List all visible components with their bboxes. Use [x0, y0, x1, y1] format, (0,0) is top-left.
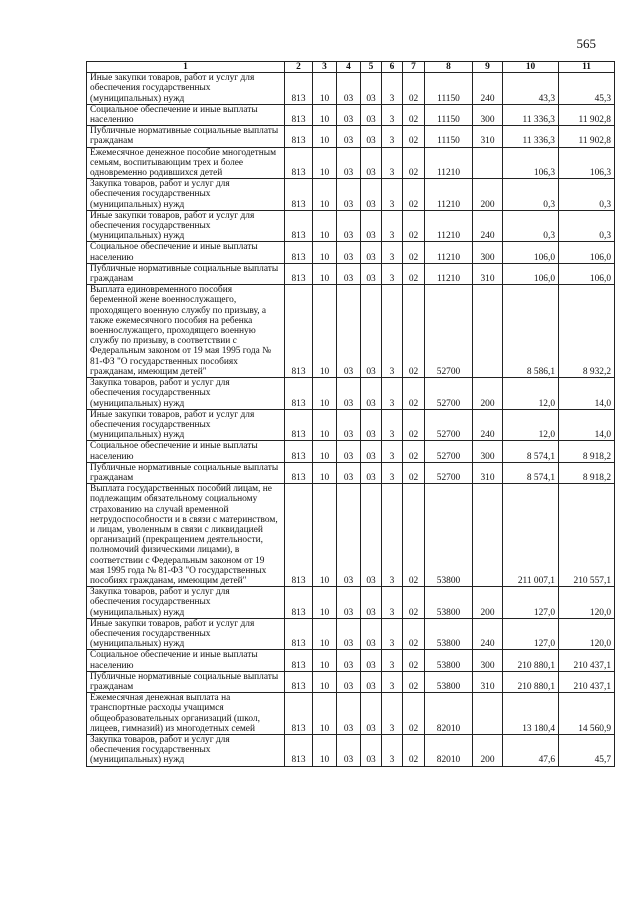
cell-col-11: 210 437,1 [559, 650, 615, 671]
cell-col-3: 10 [313, 693, 337, 735]
cell-col-3: 10 [313, 126, 337, 147]
cell-col-7: 02 [403, 409, 425, 441]
cell-col-7: 02 [403, 263, 425, 284]
cell-col-7: 02 [403, 147, 425, 179]
cell-col-8: 53800 [425, 618, 473, 650]
cell-col-9: 300 [473, 441, 503, 462]
cell-col-4: 03 [337, 693, 361, 735]
cell-col-9: 310 [473, 263, 503, 284]
header-row [87, 62, 615, 73]
cell-col-10: 11 336,3 [503, 104, 559, 125]
cell-col-3: 10 [313, 735, 337, 767]
cell-col-4: 03 [337, 587, 361, 619]
cell-col-9: 200 [473, 587, 503, 619]
cell-col-11: 8 918,2 [559, 441, 615, 462]
cell-col-11: 11 902,8 [559, 126, 615, 147]
cell-col-6: 3 [382, 618, 403, 650]
cell-col-10: 8 574,1 [503, 462, 559, 483]
cell-col-6: 3 [382, 441, 403, 462]
cell-col-5: 03 [361, 73, 382, 105]
cell-col-11: 106,0 [559, 263, 615, 284]
cell-col-4: 03 [337, 263, 361, 284]
cell-col-4: 03 [337, 484, 361, 587]
col-header-6: 6 [382, 62, 403, 73]
cell-col-5: 03 [361, 484, 382, 587]
cell-row-name: Закупка товаров, работ и услуг для обеспечения государственных (муниципальных) нужд [87, 378, 285, 410]
col-header-11: 11 [559, 62, 615, 73]
cell-col-5: 03 [361, 285, 382, 378]
cell-col-8: 82010 [425, 735, 473, 767]
cell-col-11: 45,3 [559, 73, 615, 105]
cell-col-9: 310 [473, 126, 503, 147]
cell-col-10: 106,0 [503, 263, 559, 284]
cell-col-7: 02 [403, 484, 425, 587]
col-header-5: 5 [361, 62, 382, 73]
cell-col-4: 03 [337, 285, 361, 378]
cell-col-4: 03 [337, 671, 361, 692]
table-row [87, 735, 615, 767]
cell-col-3: 10 [313, 618, 337, 650]
table-row [87, 179, 615, 211]
cell-col-8: 52700 [425, 378, 473, 410]
cell-col-10: 106,0 [503, 242, 559, 263]
cell-col-5: 03 [361, 462, 382, 483]
cell-col-5: 03 [361, 409, 382, 441]
cell-col-8: 11150 [425, 104, 473, 125]
cell-col-9: 310 [473, 671, 503, 692]
cell-col-7: 02 [403, 693, 425, 735]
cell-col-4: 03 [337, 179, 361, 211]
cell-col-5: 03 [361, 210, 382, 242]
cell-col-10: 106,3 [503, 147, 559, 179]
cell-col-3: 10 [313, 179, 337, 211]
col-header-9: 9 [473, 62, 503, 73]
cell-col-8: 53800 [425, 650, 473, 671]
cell-col-7: 02 [403, 618, 425, 650]
cell-row-name: Иные закупки товаров, работ и услуг для обеспечения государственных (муниципальных) нужд [87, 618, 285, 650]
cell-row-name: Социальное обеспечение и иные выплаты населению [87, 242, 285, 263]
table-row [87, 693, 615, 735]
cell-col-9: 200 [473, 378, 503, 410]
table-row [87, 409, 615, 441]
cell-col-2: 813 [285, 587, 313, 619]
cell-row-name: Иные закупки товаров, работ и услуг для обеспечения государственных (муниципальных) нужд [87, 73, 285, 105]
cell-col-11: 11 902,8 [559, 104, 615, 125]
cell-col-9: 200 [473, 735, 503, 767]
cell-row-name: Публичные нормативные социальные выплаты гражданам [87, 263, 285, 284]
cell-col-8: 11210 [425, 242, 473, 263]
cell-col-3: 10 [313, 462, 337, 483]
cell-col-10: 8 574,1 [503, 441, 559, 462]
cell-col-10: 47,6 [503, 735, 559, 767]
cell-col-10: 210 880,1 [503, 671, 559, 692]
cell-col-11: 106,3 [559, 147, 615, 179]
cell-col-8: 53800 [425, 671, 473, 692]
cell-col-2: 813 [285, 73, 313, 105]
cell-col-9: 300 [473, 650, 503, 671]
cell-col-7: 02 [403, 242, 425, 263]
cell-col-8: 52700 [425, 285, 473, 378]
cell-col-10: 11 336,3 [503, 126, 559, 147]
cell-row-name: Закупка товаров, работ и услуг для обеспечения государственных (муниципальных) нужд [87, 735, 285, 767]
cell-col-6: 3 [382, 378, 403, 410]
cell-col-9 [473, 285, 503, 378]
cell-col-7: 02 [403, 73, 425, 105]
cell-row-name: Выплата государственных пособий лицам, не подлежащим обязательному социальному страхованию на случай временной нетрудоспособности и в связи с материнством, и лицам, уволенным в связи с ликвидацией организаций (прекращением деятельности, полномочий физическими лицами), в соответствии с Федеральным законом от 19 мая 1995 года № 81-ФЗ "О государственных пособиях гражданам, имеющим детей" [87, 484, 285, 587]
col-header-3: 3 [313, 62, 337, 73]
cell-col-9: 240 [473, 210, 503, 242]
cell-col-3: 10 [313, 378, 337, 410]
cell-col-10: 127,0 [503, 618, 559, 650]
table-row [87, 285, 615, 378]
cell-col-2: 813 [285, 126, 313, 147]
cell-col-2: 813 [285, 210, 313, 242]
cell-col-11: 8 932,2 [559, 285, 615, 378]
cell-col-7: 02 [403, 210, 425, 242]
cell-col-4: 03 [337, 104, 361, 125]
cell-row-name: Закупка товаров, работ и услуг для обеспечения государственных (муниципальных) нужд [87, 179, 285, 211]
cell-col-11: 210 437,1 [559, 671, 615, 692]
table-row [87, 462, 615, 483]
cell-col-4: 03 [337, 441, 361, 462]
cell-col-10: 0,3 [503, 210, 559, 242]
cell-col-3: 10 [313, 104, 337, 125]
cell-col-7: 02 [403, 735, 425, 767]
cell-col-4: 03 [337, 378, 361, 410]
cell-col-10: 43,3 [503, 73, 559, 105]
cell-col-9: 200 [473, 179, 503, 211]
table-row [87, 242, 615, 263]
cell-col-3: 10 [313, 650, 337, 671]
table-row [87, 210, 615, 242]
cell-col-3: 10 [313, 242, 337, 263]
cell-col-2: 813 [285, 618, 313, 650]
cell-col-7: 02 [403, 441, 425, 462]
cell-col-4: 03 [337, 126, 361, 147]
cell-col-2: 813 [285, 409, 313, 441]
col-header-1: 1 [87, 62, 285, 73]
cell-row-name: Социальное обеспечение и иные выплаты населению [87, 441, 285, 462]
cell-col-7: 02 [403, 179, 425, 211]
cell-col-11: 0,3 [559, 179, 615, 211]
cell-col-10: 12,0 [503, 378, 559, 410]
cell-col-9: 300 [473, 242, 503, 263]
cell-col-11: 14 560,9 [559, 693, 615, 735]
cell-row-name: Ежемесячная денежная выплата на транспортные расходы учащимся общеобразовательных организаций (школ, лицеев, гимназий) из многодетных семей [87, 693, 285, 735]
cell-col-11: 106,0 [559, 242, 615, 263]
cell-col-10: 210 880,1 [503, 650, 559, 671]
cell-col-6: 3 [382, 735, 403, 767]
cell-col-4: 03 [337, 462, 361, 483]
cell-col-7: 02 [403, 104, 425, 125]
cell-col-9 [473, 484, 503, 587]
cell-col-9 [473, 693, 503, 735]
cell-col-2: 813 [285, 242, 313, 263]
cell-col-6: 3 [382, 147, 403, 179]
cell-col-4: 03 [337, 650, 361, 671]
table-row [87, 73, 615, 105]
cell-col-6: 3 [382, 693, 403, 735]
cell-col-2: 813 [285, 693, 313, 735]
cell-col-10: 127,0 [503, 587, 559, 619]
cell-col-9 [473, 147, 503, 179]
table-row [87, 147, 615, 179]
cell-col-7: 02 [403, 671, 425, 692]
cell-col-10: 211 007,1 [503, 484, 559, 587]
cell-col-6: 3 [382, 409, 403, 441]
cell-col-2: 813 [285, 378, 313, 410]
cell-col-4: 03 [337, 147, 361, 179]
cell-col-11: 120,0 [559, 587, 615, 619]
cell-col-3: 10 [313, 484, 337, 587]
col-header-7: 7 [403, 62, 425, 73]
cell-col-9: 240 [473, 618, 503, 650]
cell-col-5: 03 [361, 618, 382, 650]
table-row [87, 618, 615, 650]
cell-row-name: Социальное обеспечение и иные выплаты населению [87, 104, 285, 125]
cell-col-2: 813 [285, 441, 313, 462]
cell-col-5: 03 [361, 735, 382, 767]
cell-col-6: 3 [382, 104, 403, 125]
table-row [87, 378, 615, 410]
cell-col-9: 240 [473, 409, 503, 441]
cell-col-8: 52700 [425, 441, 473, 462]
cell-col-11: 0,3 [559, 210, 615, 242]
cell-col-5: 03 [361, 671, 382, 692]
cell-col-4: 03 [337, 210, 361, 242]
cell-row-name: Социальное обеспечение и иные выплаты населению [87, 650, 285, 671]
cell-col-8: 11210 [425, 179, 473, 211]
cell-col-9: 310 [473, 462, 503, 483]
cell-col-3: 10 [313, 587, 337, 619]
cell-col-5: 03 [361, 126, 382, 147]
cell-col-8: 11150 [425, 126, 473, 147]
cell-col-4: 03 [337, 735, 361, 767]
cell-col-5: 03 [361, 587, 382, 619]
col-header-2: 2 [285, 62, 313, 73]
cell-col-5: 03 [361, 650, 382, 671]
cell-col-6: 3 [382, 671, 403, 692]
cell-col-2: 813 [285, 147, 313, 179]
cell-col-9: 240 [473, 73, 503, 105]
cell-col-3: 10 [313, 147, 337, 179]
cell-col-8: 11210 [425, 147, 473, 179]
cell-col-7: 02 [403, 462, 425, 483]
cell-col-8: 82010 [425, 693, 473, 735]
cell-col-8: 53800 [425, 484, 473, 587]
cell-col-6: 3 [382, 210, 403, 242]
page-number: 565 [576, 36, 596, 51]
cell-col-2: 813 [285, 285, 313, 378]
cell-col-5: 03 [361, 104, 382, 125]
table-row [87, 263, 615, 284]
cell-col-3: 10 [313, 210, 337, 242]
cell-col-2: 813 [285, 104, 313, 125]
cell-col-8: 52700 [425, 409, 473, 441]
cell-col-6: 3 [382, 263, 403, 284]
cell-col-2: 813 [285, 179, 313, 211]
cell-col-3: 10 [313, 285, 337, 378]
cell-col-4: 03 [337, 73, 361, 105]
cell-col-10: 13 180,4 [503, 693, 559, 735]
cell-col-6: 3 [382, 73, 403, 105]
cell-col-8: 11210 [425, 210, 473, 242]
cell-col-2: 813 [285, 650, 313, 671]
cell-row-name: Публичные нормативные социальные выплаты гражданам [87, 126, 285, 147]
cell-col-6: 3 [382, 462, 403, 483]
budget-table [86, 61, 615, 767]
cell-col-8: 52700 [425, 462, 473, 483]
cell-col-8: 11150 [425, 73, 473, 105]
cell-col-5: 03 [361, 147, 382, 179]
cell-col-11: 8 918,2 [559, 462, 615, 483]
cell-col-7: 02 [403, 587, 425, 619]
cell-row-name: Публичные нормативные социальные выплаты гражданам [87, 462, 285, 483]
cell-col-6: 3 [382, 179, 403, 211]
table-row [87, 441, 615, 462]
col-header-4: 4 [337, 62, 361, 73]
table-row [87, 587, 615, 619]
cell-col-6: 3 [382, 650, 403, 671]
cell-col-2: 813 [285, 484, 313, 587]
cell-col-3: 10 [313, 671, 337, 692]
cell-col-11: 14,0 [559, 409, 615, 441]
cell-col-4: 03 [337, 242, 361, 263]
cell-col-3: 10 [313, 263, 337, 284]
cell-col-2: 813 [285, 462, 313, 483]
cell-row-name: Публичные нормативные социальные выплаты гражданам [87, 671, 285, 692]
cell-col-8: 53800 [425, 587, 473, 619]
col-header-10: 10 [503, 62, 559, 73]
cell-row-name: Иные закупки товаров, работ и услуг для обеспечения государственных (муниципальных) нужд [87, 409, 285, 441]
cell-col-5: 03 [361, 441, 382, 462]
cell-col-9: 300 [473, 104, 503, 125]
cell-row-name: Выплата единовременного пособия беременной жене военнослужащего, проходящего военную службу по призыву, а также ежемесячного пособия на ребенка военнослужащего, проходящего военную службу по призыву, в соответствии с Федеральным законом от 19 мая 1995 года № 81-ФЗ "О государственных пособиях гражданам, имеющим детей" [87, 285, 285, 378]
cell-col-11: 45,7 [559, 735, 615, 767]
cell-col-6: 3 [382, 484, 403, 587]
cell-col-6: 3 [382, 285, 403, 378]
cell-col-4: 03 [337, 409, 361, 441]
col-header-8: 8 [425, 62, 473, 73]
cell-col-2: 813 [285, 263, 313, 284]
table-row [87, 671, 615, 692]
cell-col-5: 03 [361, 693, 382, 735]
cell-col-7: 02 [403, 650, 425, 671]
cell-col-3: 10 [313, 409, 337, 441]
cell-row-name: Ежемесячное денежное пособие многодетным семьям, воспитывающим трех и более одновременно родившихся детей [87, 147, 285, 179]
cell-row-name: Иные закупки товаров, работ и услуг для обеспечения государственных (муниципальных) нужд [87, 210, 285, 242]
cell-col-5: 03 [361, 263, 382, 284]
table-row [87, 650, 615, 671]
cell-col-10: 8 586,1 [503, 285, 559, 378]
cell-col-3: 10 [313, 441, 337, 462]
table-row [87, 484, 615, 587]
cell-col-11: 210 557,1 [559, 484, 615, 587]
cell-col-6: 3 [382, 242, 403, 263]
cell-col-2: 813 [285, 735, 313, 767]
cell-col-5: 03 [361, 378, 382, 410]
cell-row-name: Закупка товаров, работ и услуг для обеспечения государственных (муниципальных) нужд [87, 587, 285, 619]
cell-col-3: 10 [313, 73, 337, 105]
cell-col-5: 03 [361, 179, 382, 211]
cell-col-7: 02 [403, 378, 425, 410]
cell-col-4: 03 [337, 618, 361, 650]
cell-col-11: 14,0 [559, 378, 615, 410]
cell-col-5: 03 [361, 242, 382, 263]
cell-col-10: 0,3 [503, 179, 559, 211]
cell-col-8: 11210 [425, 263, 473, 284]
cell-col-10: 12,0 [503, 409, 559, 441]
cell-col-6: 3 [382, 126, 403, 147]
cell-col-2: 813 [285, 671, 313, 692]
cell-col-6: 3 [382, 587, 403, 619]
cell-col-11: 120,0 [559, 618, 615, 650]
cell-col-7: 02 [403, 126, 425, 147]
cell-col-7: 02 [403, 285, 425, 378]
table-row [87, 104, 615, 125]
table-row [87, 126, 615, 147]
